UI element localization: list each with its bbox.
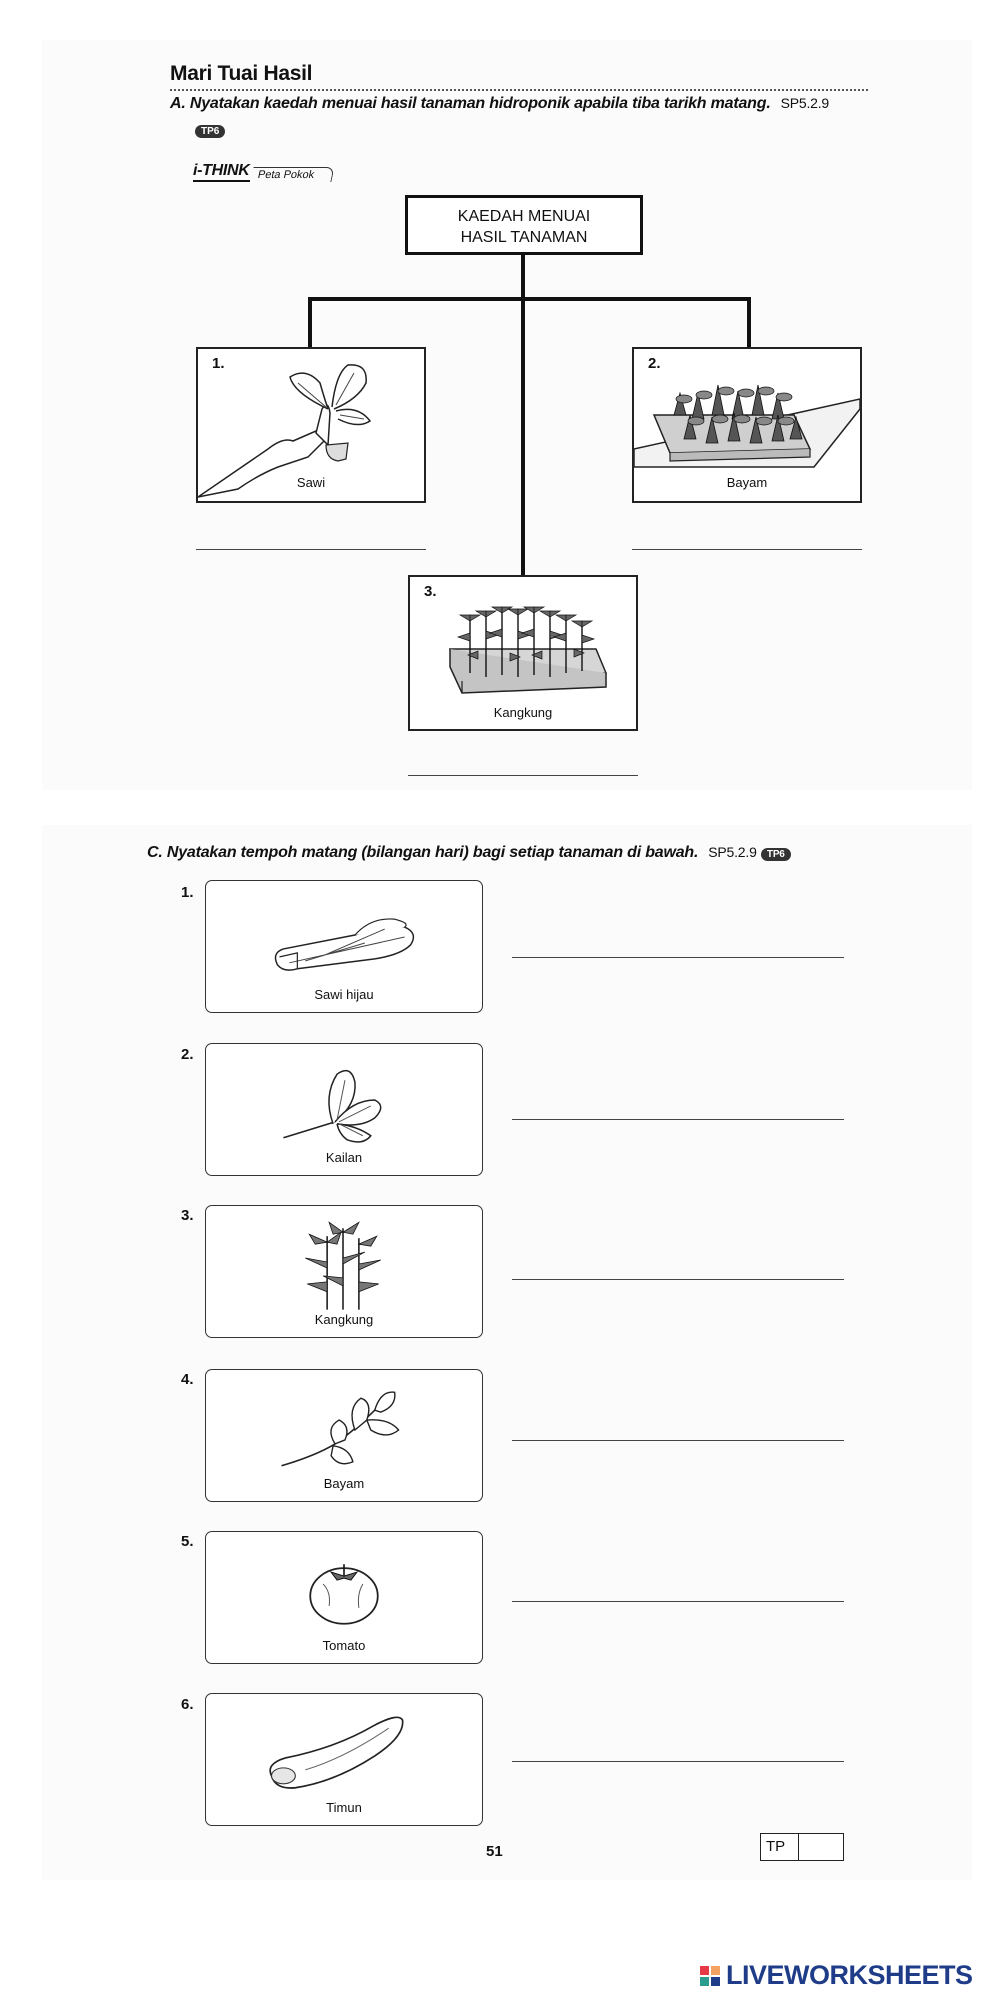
item-card-kailan bbox=[205, 1043, 483, 1176]
item-number: 6. bbox=[181, 1696, 194, 1713]
item-card-bayam bbox=[205, 1369, 483, 1502]
root-line-1: KAEDAH MENUAI bbox=[457, 208, 591, 225]
sp-code-c: SP5.2.9 bbox=[708, 844, 757, 860]
logo-square-2 bbox=[711, 1966, 720, 1975]
logo-square-3 bbox=[700, 1977, 709, 1986]
answer-line-bayam[interactable] bbox=[632, 549, 862, 550]
tree-map-root bbox=[405, 195, 643, 255]
bayam-sprig-icon bbox=[206, 1382, 482, 1474]
worksheet-section-c bbox=[42, 825, 972, 1880]
tp-score-field[interactable] bbox=[799, 1834, 843, 1860]
page-number: 51 bbox=[486, 1843, 503, 1860]
answer-line-4[interactable] bbox=[512, 1440, 844, 1441]
answer-line-5[interactable] bbox=[512, 1601, 844, 1602]
ithink-tab: Peta Pokok bbox=[250, 167, 334, 182]
branch-label: Kangkung bbox=[493, 705, 553, 720]
item-number: 5. bbox=[181, 1533, 194, 1550]
branch-number: 1. bbox=[212, 355, 225, 372]
item-number: 2. bbox=[181, 1046, 194, 1063]
item-card-tomato bbox=[205, 1531, 483, 1664]
instruction-a-text: A. Nyatakan kaedah menuai hasil tanaman hidroponik apabila tiba tarikh matang. bbox=[170, 95, 771, 112]
item-card-timun bbox=[205, 1693, 483, 1826]
answer-line-kangkung[interactable] bbox=[408, 775, 638, 776]
branch-box-kangkung bbox=[408, 575, 638, 731]
branch-number: 3. bbox=[424, 583, 437, 600]
tp-badge-c: TP6 bbox=[761, 848, 791, 861]
tree-branch-line bbox=[308, 297, 751, 301]
instruction-c-text: C. Nyatakan tempoh matang (bilangan hari) bagi setiap tanaman di bawah. bbox=[147, 844, 699, 861]
item-number: 4. bbox=[181, 1371, 194, 1388]
item-number: 1. bbox=[181, 884, 194, 901]
answer-line-2[interactable] bbox=[512, 1119, 844, 1120]
branch-box-sawi bbox=[196, 347, 426, 503]
branch-label: Sawi bbox=[296, 475, 326, 490]
item-label: Kailan bbox=[325, 1150, 363, 1165]
answer-line-3[interactable] bbox=[512, 1279, 844, 1280]
tp-badge-a: TP6 bbox=[195, 121, 225, 139]
branch-number: 2. bbox=[648, 355, 661, 372]
tp-score-box bbox=[760, 1833, 844, 1861]
cucumber-icon bbox=[206, 1706, 482, 1798]
answer-line-sawi[interactable] bbox=[196, 549, 426, 550]
tree-trunk-line bbox=[521, 255, 525, 577]
item-label: Kangkung bbox=[314, 1312, 374, 1327]
instruction-c bbox=[147, 844, 791, 862]
liveworksheets-logo-icon bbox=[700, 1966, 720, 1986]
logo-square-1 bbox=[700, 1966, 709, 1975]
ithink-logo: i-THINK bbox=[193, 162, 250, 182]
item-card-kangkung bbox=[205, 1205, 483, 1338]
kailan-leaf-icon bbox=[206, 1056, 482, 1148]
root-line-2: HASIL TANAMAN bbox=[460, 229, 588, 246]
answer-line-1[interactable] bbox=[512, 957, 844, 958]
instruction-a bbox=[170, 95, 829, 113]
tree-right-drop bbox=[747, 297, 751, 349]
sp-code-a: SP5.2.9 bbox=[780, 95, 829, 111]
section-title: Mari Tuai Hasil bbox=[170, 62, 313, 85]
tree-left-drop bbox=[308, 297, 312, 349]
item-label: Tomato bbox=[322, 1638, 366, 1653]
pak-choy-icon bbox=[206, 893, 482, 985]
liveworksheets-brand[interactable] bbox=[700, 1960, 973, 1991]
item-card-sawi-hijau bbox=[205, 880, 483, 1013]
section-divider bbox=[170, 89, 868, 91]
item-number: 3. bbox=[181, 1207, 194, 1224]
branch-box-bayam bbox=[632, 347, 862, 503]
kangkung-plant-icon bbox=[206, 1218, 482, 1310]
item-label: Bayam bbox=[323, 1476, 365, 1491]
item-label: Sawi hijau bbox=[314, 987, 374, 1002]
branch-label: Bayam bbox=[726, 475, 768, 490]
tomato-icon bbox=[206, 1544, 482, 1636]
tp-label: TP bbox=[761, 1834, 799, 1860]
logo-square-4 bbox=[711, 1977, 720, 1986]
brand-text: LIVEWORKSHEETS bbox=[726, 1960, 973, 1990]
answer-line-6[interactable] bbox=[512, 1761, 844, 1762]
ithink-header bbox=[193, 160, 333, 182]
item-label: Timun bbox=[326, 1800, 362, 1815]
